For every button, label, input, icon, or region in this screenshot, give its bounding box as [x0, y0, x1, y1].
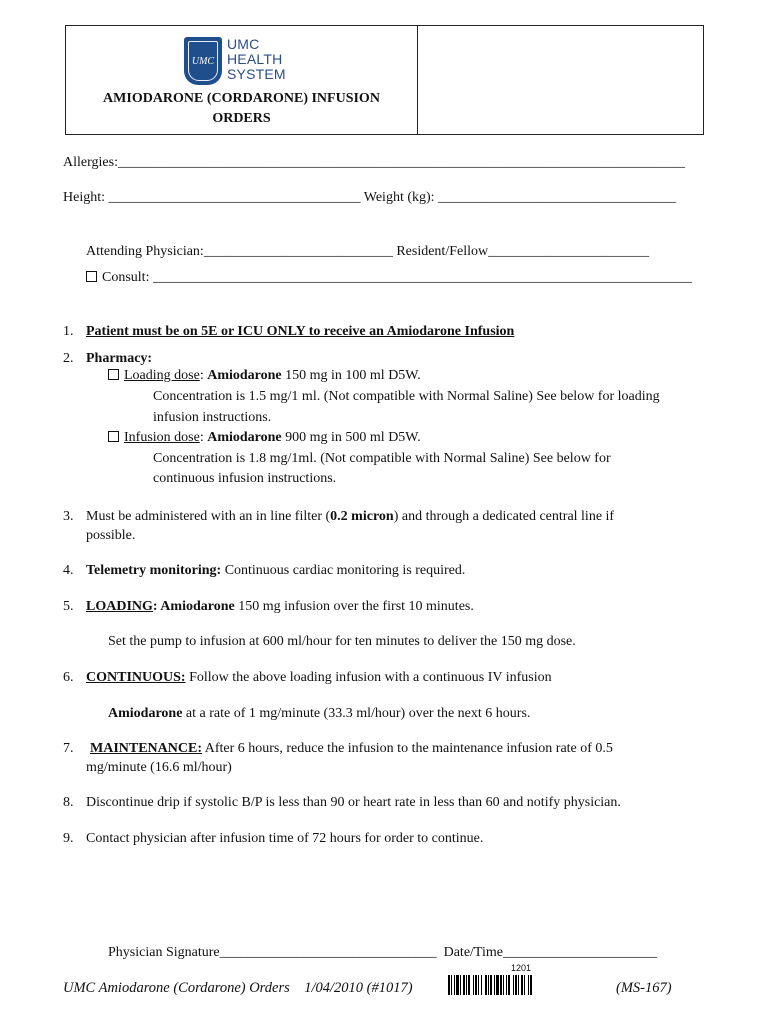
logo-mark: UMC	[188, 41, 218, 81]
barcode-bar	[494, 975, 495, 995]
datetime-blank[interactable]: ______________________	[502, 945, 657, 960]
item-3-text-pre: Must be administered with an in line filter (	[86, 509, 331, 524]
barcode-bar	[463, 975, 465, 995]
item-number: 7.	[63, 741, 74, 756]
barcode-bar	[456, 975, 459, 995]
footer-form-code: (MS-167)	[616, 980, 672, 996]
item-5-text: LOADING: Amiodarone 150 mg infusion over the first 10 minutes.	[86, 599, 474, 614]
item-3-line-2: possible.	[86, 528, 136, 543]
barcode-bar	[460, 975, 461, 995]
barcode-number: 1201	[511, 963, 532, 973]
logo-line-3: SYSTEM	[227, 66, 286, 82]
barcode-bar	[515, 975, 517, 995]
logo-line-1: UMC	[227, 36, 260, 52]
barcode-bar	[530, 975, 532, 995]
item-number: 6.	[63, 670, 74, 685]
loading-drug-name: Amiodarone	[157, 599, 235, 614]
loading-concentration-line-2: infusion instructions.	[153, 410, 272, 425]
physician-row	[86, 244, 649, 260]
continuous-rate-text: at a rate of 1 mg/minute (33.3 ml/hour) over the next 6 hours.	[182, 706, 531, 721]
datetime-label: Date/Time	[443, 945, 503, 960]
barcode	[448, 975, 594, 995]
loading-dose-label: Loading dose	[124, 368, 200, 383]
barcode-bar	[478, 975, 479, 995]
barcode-bar	[521, 975, 523, 995]
item-number: 2.	[63, 351, 74, 366]
order-item-9	[63, 831, 484, 847]
barcode-bar	[481, 975, 482, 995]
infusion-drug: Amiodarone	[207, 430, 282, 445]
consult-row	[86, 270, 692, 286]
height-label: Height:	[63, 190, 105, 205]
continuous-text: Follow the above loading infusion with a continuous IV infusion	[185, 670, 552, 685]
item-6-text	[86, 670, 552, 686]
barcode-bar	[448, 975, 450, 995]
barcode-bar	[468, 975, 470, 995]
barcode-bar	[485, 975, 487, 995]
telemetry-text: Continuous cardiac monitoring is required.	[221, 563, 466, 578]
order-item-6	[63, 670, 552, 686]
header-divider	[417, 26, 418, 134]
attending-label: Attending Physician:	[86, 244, 204, 259]
item-number: 5.	[63, 599, 74, 614]
umc-logo	[184, 37, 304, 87]
physician-signature-label: Physician Signature	[108, 945, 220, 960]
order-item-1	[63, 324, 515, 340]
infusion-dose-text: 900 mg in 500 ml D5W.	[281, 430, 421, 445]
telemetry-label: Telemetry monitoring:	[86, 563, 222, 578]
height-weight-row	[63, 190, 676, 206]
barcode-bar	[508, 975, 510, 995]
form-title	[66, 89, 417, 129]
infusion-dose-row: Infusion dose: Amiodarone 900 mg in 500 ml D5W.	[108, 430, 421, 446]
pharmacy-title: Pharmacy:	[86, 351, 153, 366]
loading-label: LOADING	[86, 599, 153, 614]
barcode-bar	[528, 975, 529, 995]
consult-label: Consult:	[102, 270, 150, 285]
loading-drug: Amiodarone	[207, 368, 282, 383]
allergies-label: Allergies:	[63, 155, 118, 170]
item-1-text: Patient must be on 5E or ICU ONLY to receive an Amiodarone Infusion	[86, 324, 515, 339]
item-number: 1.	[63, 324, 74, 339]
footer-form-id: UMC Amiodarone (Cordarone) Orders 1/04/2010 (#1017)	[63, 980, 413, 996]
barcode-bar	[513, 975, 514, 995]
resident-label: Resident/Fellow	[396, 244, 489, 259]
order-item-2	[63, 351, 153, 367]
weight-blank[interactable]: __________________________________	[438, 190, 677, 205]
header-box	[65, 25, 704, 135]
consult-blank[interactable]: _____________________________________________________________________________	[152, 270, 692, 285]
loading-text: 150 mg infusion over the first 10 minutes.	[234, 599, 474, 614]
infusion-dose-checkbox[interactable]	[108, 431, 119, 442]
loading-dose-row: Loading dose: Amiodarone 150 mg in 100 ml D5W.	[108, 368, 421, 384]
logo-text	[227, 37, 286, 82]
barcode-bar	[506, 975, 507, 995]
item-5-pump-instruction: Set the pump to infusion at 600 ml/hour for ten minutes to deliver the 150 mg dose.	[108, 634, 576, 649]
umc-shield-icon	[184, 37, 222, 85]
resident-blank[interactable]: _______________________	[488, 244, 650, 259]
signature-row	[108, 945, 657, 961]
loading-concentration-line-1: Concentration is 1.5 mg/1 ml. (Not compatible with Normal Saline) See below for loading	[153, 389, 660, 404]
infusion-concentration-line-1: Concentration is 1.8 mg/1ml. (Not compatible with Normal Saline) See below for	[153, 451, 611, 466]
item-7-line-2: mg/minute (16.6 ml/hour)	[86, 760, 232, 775]
item-number: 3.	[63, 509, 74, 524]
order-item-3	[63, 509, 615, 543]
barcode-bar	[524, 975, 525, 995]
loading-dose-checkbox[interactable]	[108, 369, 119, 380]
form-title-line-2: ORDERS	[212, 111, 271, 126]
barcode-bar	[451, 975, 452, 995]
height-blank[interactable]: ____________________________________	[108, 190, 361, 205]
barcode-bar	[500, 975, 502, 995]
item-4-text	[86, 563, 465, 579]
barcode-bar	[466, 975, 467, 995]
logo-line-2: HEALTH	[227, 51, 283, 67]
barcode-bar	[454, 975, 455, 995]
barcode-bar	[488, 975, 489, 995]
item-number: 4.	[63, 563, 74, 578]
barcode-bar	[496, 975, 499, 995]
item-number: 9.	[63, 831, 74, 846]
item-3-text-post: ) and through a dedicated central line if	[393, 509, 615, 524]
allergies-blank[interactable]: _________________________________________________________________________________	[117, 155, 685, 170]
item-3-line-1	[86, 509, 614, 525]
item-6-rate-line	[108, 706, 530, 722]
order-item-4	[63, 563, 466, 579]
infusion-dose-label: Infusion dose	[124, 430, 200, 445]
filter-size: 0.2 micron	[330, 509, 394, 524]
order-item-7	[63, 741, 613, 775]
infusion-concentration-line-2: continuous infusion instructions.	[153, 471, 337, 486]
maintenance-text: After 6 hours, reduce the infusion to the maintenance infusion rate of 0.5	[202, 741, 613, 756]
order-item-5	[63, 599, 474, 615]
allergies-row	[63, 155, 685, 171]
continuous-label: CONTINUOUS:	[86, 670, 186, 685]
form-title-line-1: AMIODARONE (CORDARONE) INFUSION	[103, 91, 380, 106]
item-7-line-1	[90, 741, 613, 757]
weight-label: Weight (kg):	[363, 190, 435, 205]
barcode-bar	[518, 975, 519, 995]
continuous-drug: Amiodarone	[108, 706, 183, 721]
attending-blank[interactable]: ___________________________	[203, 244, 393, 259]
item-8-text: Discontinue drip if systolic B/P is less than 90 or heart rate in less than 60 and notify physician.	[86, 795, 621, 810]
order-item-8	[63, 795, 621, 811]
physician-signature-blank[interactable]: _______________________________	[219, 945, 437, 960]
barcode-bar	[473, 975, 474, 995]
maintenance-label: MAINTENANCE:	[90, 741, 202, 756]
loading-dose-text: 150 mg in 100 ml D5W.	[281, 368, 421, 383]
item-9-text: Contact physician after infusion time of 72 hours for order to continue.	[86, 831, 484, 846]
barcode-bar	[490, 975, 492, 995]
item-number: 8.	[63, 795, 74, 810]
barcode-bar	[503, 975, 504, 995]
consult-checkbox[interactable]	[86, 271, 97, 282]
barcode-bar	[475, 975, 477, 995]
